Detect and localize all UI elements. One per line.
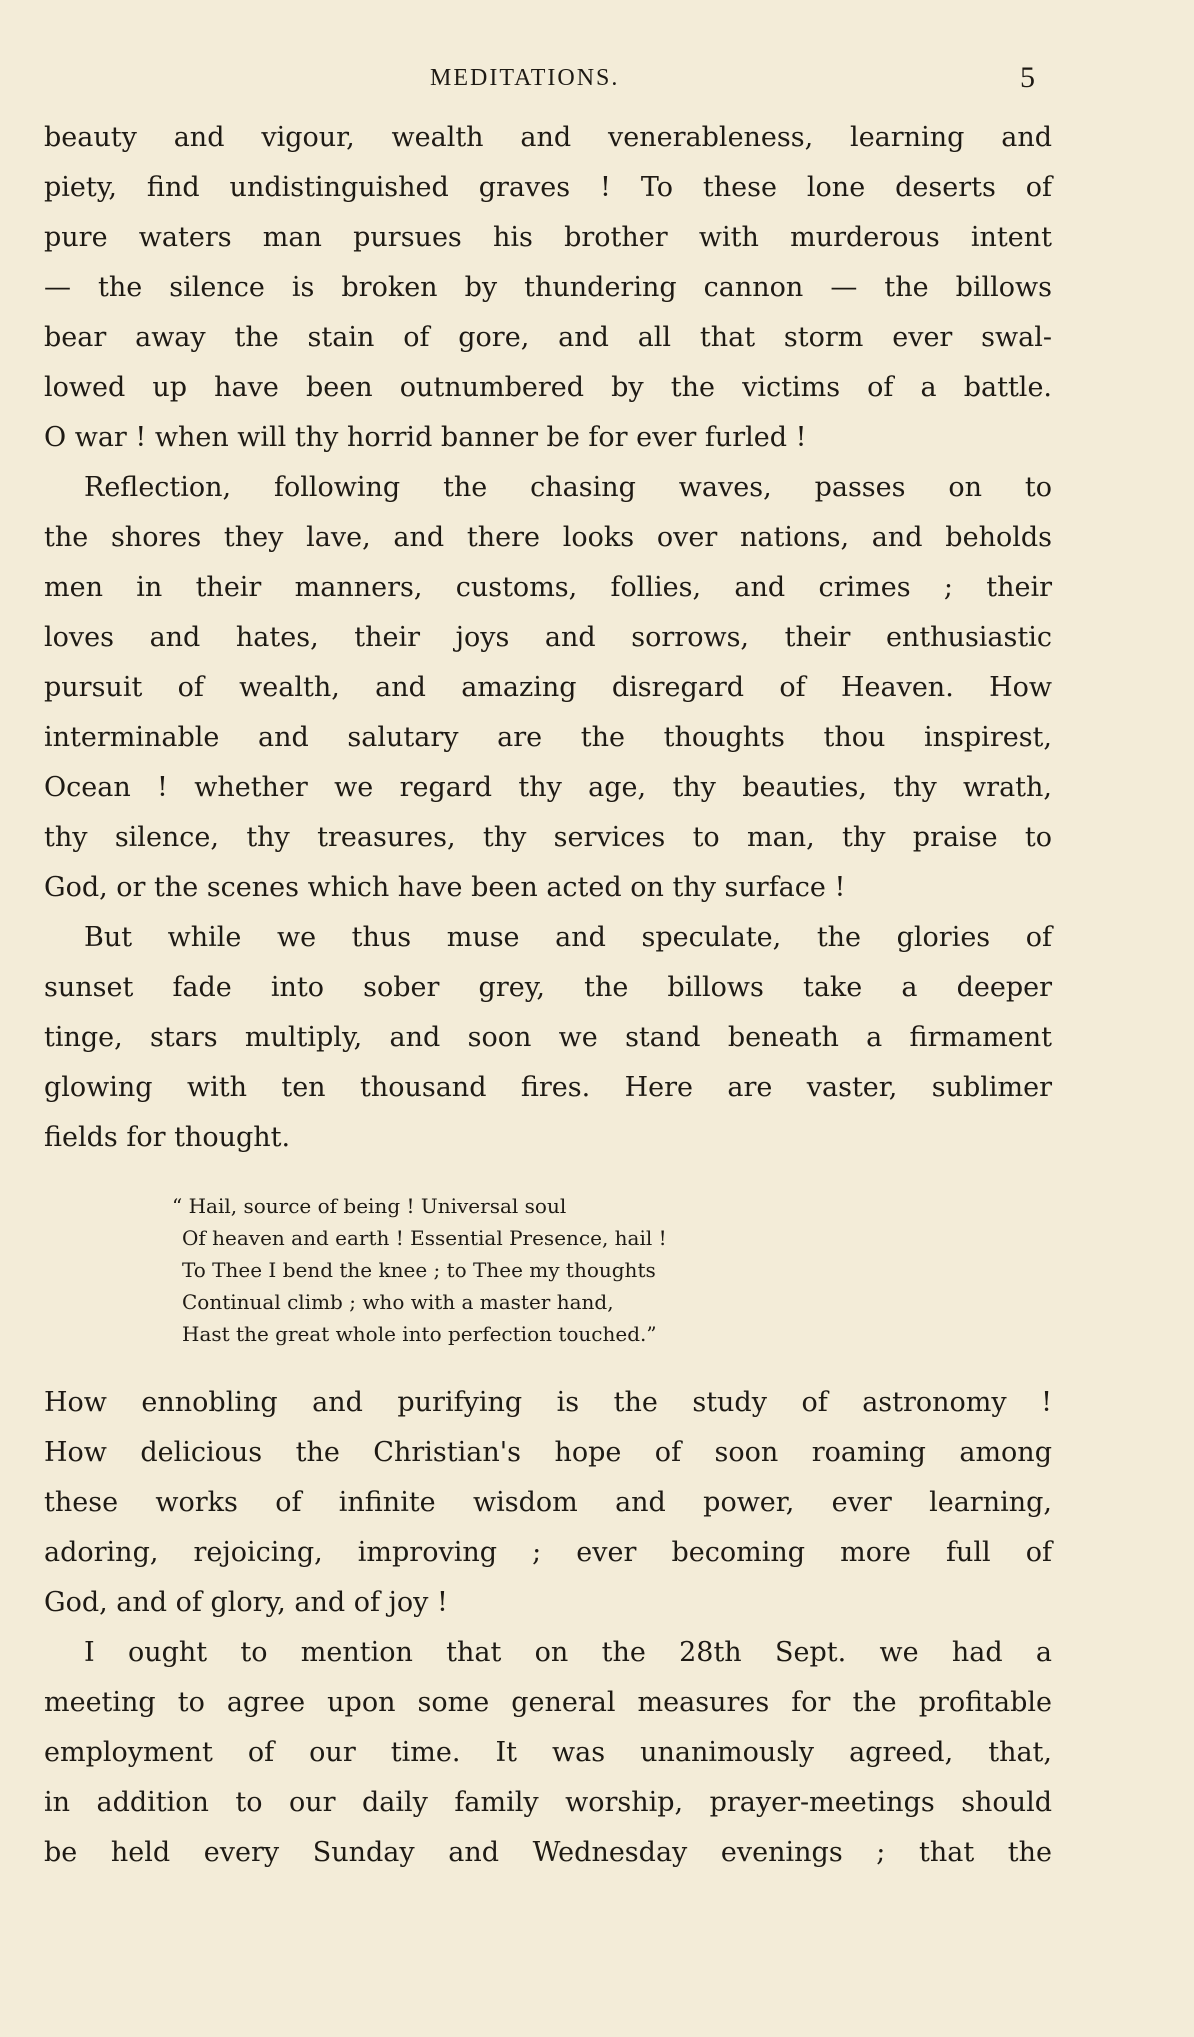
text-line: employment of our time. It was unanimously agreed, that, (44, 1737, 1052, 1768)
running-header (0, 58, 1194, 98)
text-line: God, or the scenes which have been acted on thy surface ! (44, 872, 846, 903)
text-line: sunset fade into sober grey, the billows take a deeper (44, 972, 1052, 1003)
verse-line: To Thee I bend the knee ; to Thee my thoughts (182, 1258, 656, 1282)
paragraph-start-line: Reflection, following the chasing waves, passes on to (84, 472, 1052, 503)
text-line: in addition to our daily family worship, prayer-meetings should (44, 1787, 1052, 1818)
text-line: loves and hates, their joys and sorrows, their enthusiastic (44, 622, 1052, 653)
text-line: these works of infinite wisdom and power, ever learning, (44, 1487, 1052, 1518)
text-line: lowed up have been outnumbered by the victims of a battle. (44, 372, 1052, 403)
text-line: — the silence is broken by thundering cannon — the billows (44, 272, 1052, 303)
running-title: MEDITATIONS. (430, 65, 620, 91)
page-number: 5 (1020, 61, 1035, 94)
verse-line: Of heaven and earth ! Essential Presence, hail ! (182, 1226, 667, 1250)
text-line: fields for thought. (44, 1122, 291, 1153)
text-line: glowing with ten thousand fires. Here are vaster, sublimer (44, 1072, 1052, 1103)
paragraph-start-line: I ought to mention that on the 28th Sept. we had a (84, 1637, 1052, 1668)
text-line: adoring, rejoicing, improving ; ever becoming more full of (44, 1537, 1052, 1568)
text-line: Ocean ! whether we regard thy age, thy beauties, thy wrath, (44, 772, 1052, 803)
text-line: pure waters man pursues his brother with murderous intent (44, 222, 1052, 253)
verse-line: Hast the great whole into perfection touched.” (182, 1322, 657, 1346)
text-line: meeting to agree upon some general measures for the profitable (44, 1687, 1052, 1718)
text-line: bear away the stain of gore, and all that storm ever swal- (44, 322, 1052, 353)
text-line: piety, find undistinguished graves ! To these lone deserts of (44, 172, 1052, 203)
text-line: men in their manners, customs, follies, and crimes ; their (44, 572, 1052, 603)
body-text-bottom (44, 1378, 1052, 1878)
verse-quotation (172, 1190, 892, 1350)
text-line: pursuit of wealth, and amazing disregard of Heaven. How (44, 672, 1052, 703)
text-line: thy silence, thy treasures, thy services to man, thy praise to (44, 822, 1052, 853)
verse-line: Continual climb ; who with a master hand, (182, 1290, 614, 1314)
text-line: O war ! when will thy horrid banner be for ever furled ! (44, 422, 807, 453)
paragraph-start-line: But while we thus muse and speculate, the glories of (84, 922, 1052, 953)
body-text-top (44, 113, 1052, 1163)
text-line: tinge, stars multiply, and soon we stand beneath a firmament (44, 1022, 1052, 1053)
text-line: God, and of glory, and of joy ! (44, 1587, 448, 1618)
text-line: interminable and salutary are the thoughts thou inspirest, (44, 722, 1052, 753)
text-line: the shores they lave, and there looks over nations, and beholds (44, 522, 1052, 553)
text-line: be held every Sunday and Wednesday evenings ; that the (44, 1837, 1052, 1868)
verse-line: “ Hail, source of being ! Universal soul (172, 1194, 567, 1218)
text-line: How ennobling and purifying is the study of astronomy ! (44, 1387, 1052, 1418)
text-line: How delicious the Christian's hope of soon roaming among (44, 1437, 1052, 1468)
text-line: beauty and vigour, wealth and venerableness, learning and (44, 122, 1052, 153)
